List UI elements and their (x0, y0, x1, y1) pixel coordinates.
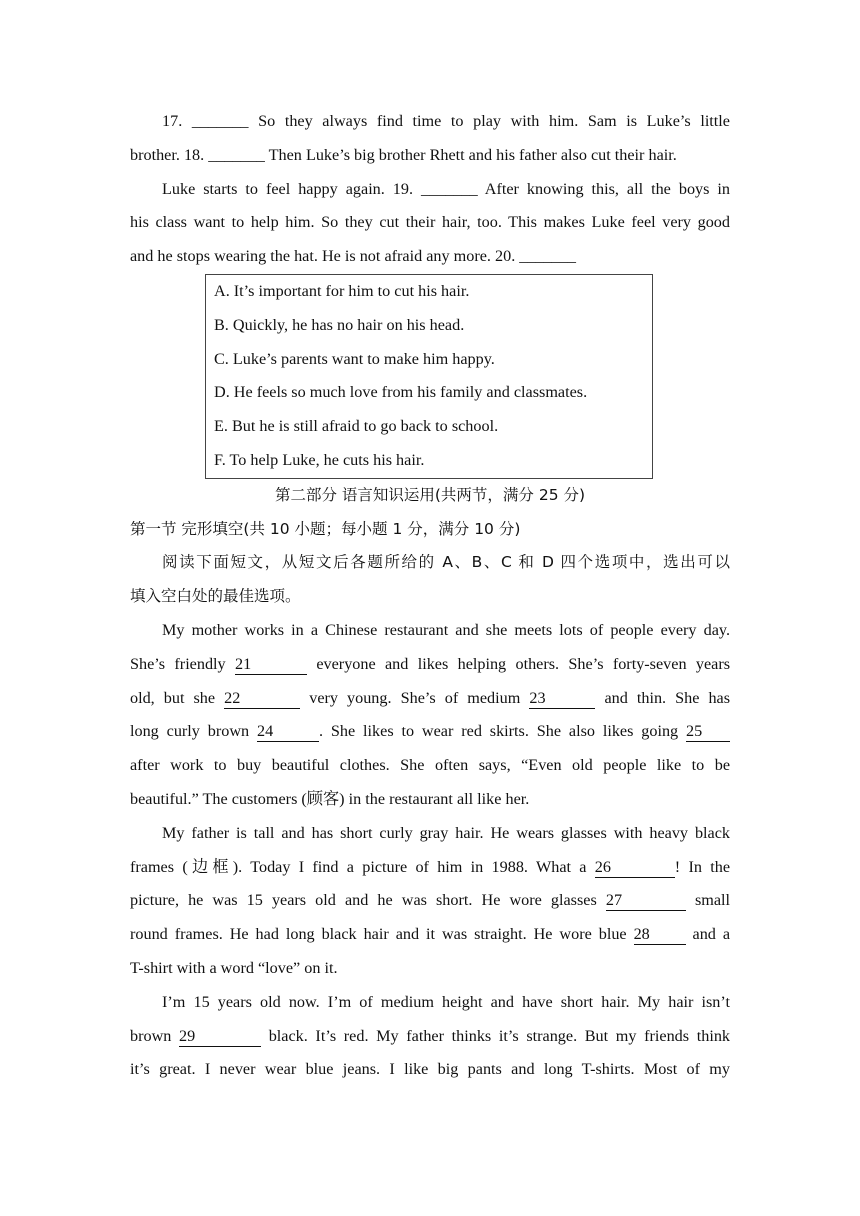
cloze-text: frames (边框). Today I find a picture of him in 1988. What a (130, 857, 587, 876)
passage-line: brother. 18. _______ Then Luke’s big brother Rhett and his father also cut their hair. (130, 145, 677, 164)
passage-line: and he stops wearing the hat. He is not afraid any more. 20. _______ (130, 247, 576, 266)
cloze-line (130, 648, 730, 682)
cloze-text: everyone and likes helping others. She’s forty-seven years (316, 654, 731, 673)
cloze-line (130, 918, 730, 952)
cloze-line: it’s great. I never wear blue jeans. I like big pants and long T-shirts. Most of my (130, 1060, 730, 1079)
cloze-text: brown (130, 1026, 172, 1045)
blank-26: 26 (595, 857, 675, 878)
blank-27: 27 (606, 890, 686, 911)
cloze-line (130, 682, 730, 716)
cloze-line: I’m 15 years old now. I’m of medium height and have short hair. My hair isn’t (162, 992, 730, 1011)
cloze-text: small (694, 891, 731, 910)
cloze-text: and a (692, 925, 731, 944)
cloze-line (130, 851, 730, 885)
cloze-line: My father is tall and has short curly gray hair. He wears glasses with heavy black (162, 823, 730, 842)
blank-24: 24 (257, 721, 319, 742)
cloze-text: picture, he was 15 years old and he was short. He wore glasses (130, 891, 597, 910)
passage-line: his class want to help him. So they cut their hair, too. This makes Luke feel very good (130, 213, 730, 232)
cloze-line (130, 884, 730, 918)
cloze-text: long curly brown (130, 722, 250, 741)
subsection-title: 第一节 完形填空(共 10 小题；每小题 1 分，满分 10 分) (130, 519, 521, 538)
cloze-line (130, 1020, 730, 1054)
cloze-line: T-shirt with a word “love” on it. (130, 958, 338, 977)
passage-line: 17. _______ So they always find time to play with him. Sam is Luke’s little (162, 112, 730, 130)
option-d: D. He feels so much love from his family and classmates. (214, 383, 588, 402)
options-box (205, 274, 653, 479)
passage-line: Luke starts to feel happy again. 19. _______ After knowing this, all the boys in (162, 179, 730, 198)
instruction-line: 填入空白处的最佳选项。 (130, 587, 301, 606)
option-c: C. Luke’s parents want to make him happy. (214, 349, 495, 368)
cloze-line: after work to buy beautiful clothes. She often says, “Even old people like to be (130, 756, 730, 775)
option-b: B. Quickly, he has no hair on his head. (214, 315, 465, 334)
option-e: E. But he is still afraid to go back to school. (214, 417, 499, 436)
option-f: F. To help Luke, he cuts his hair. (214, 450, 425, 469)
blank-25: 25 (686, 721, 730, 742)
option-a: A. It’s important for him to cut his hair. (214, 281, 470, 300)
cloze-text: . She likes to wear red skirts. She also likes going (319, 722, 679, 741)
section-title: 第二部分 语言知识运用(共两节，满分 25 分) (274, 485, 586, 504)
cloze-text: black. It’s red. My father thinks it’s strange. But my friends think (268, 1026, 731, 1045)
blank-22: 22 (224, 688, 300, 709)
document-body (130, 105, 730, 1087)
blank-29: 29 (179, 1026, 261, 1047)
cloze-text: old, but she (130, 688, 216, 707)
cloze-text: ! In the (674, 857, 731, 876)
cloze-line: My mother works in a Chinese restaurant and she meets lots of people every day. (162, 620, 730, 639)
blank-21: 21 (235, 654, 307, 675)
cloze-text: round frames. He had long black hair and it was straight. He wore blue (130, 925, 627, 944)
cloze-text: She’s friendly (130, 654, 226, 673)
cloze-line (130, 715, 730, 749)
instruction-line: 阅读下面短文，从短文后各题所给的 A、B、C 和 D 四个选项中，选出可以 (162, 553, 730, 572)
blank-28: 28 (634, 924, 686, 945)
cloze-text: very young. She’s of medium (309, 688, 521, 707)
cloze-text: and thin. She has (604, 688, 731, 707)
cloze-line: beautiful.” The customers (顾客) in the restaurant all like her. (130, 789, 530, 808)
blank-23: 23 (529, 688, 595, 709)
